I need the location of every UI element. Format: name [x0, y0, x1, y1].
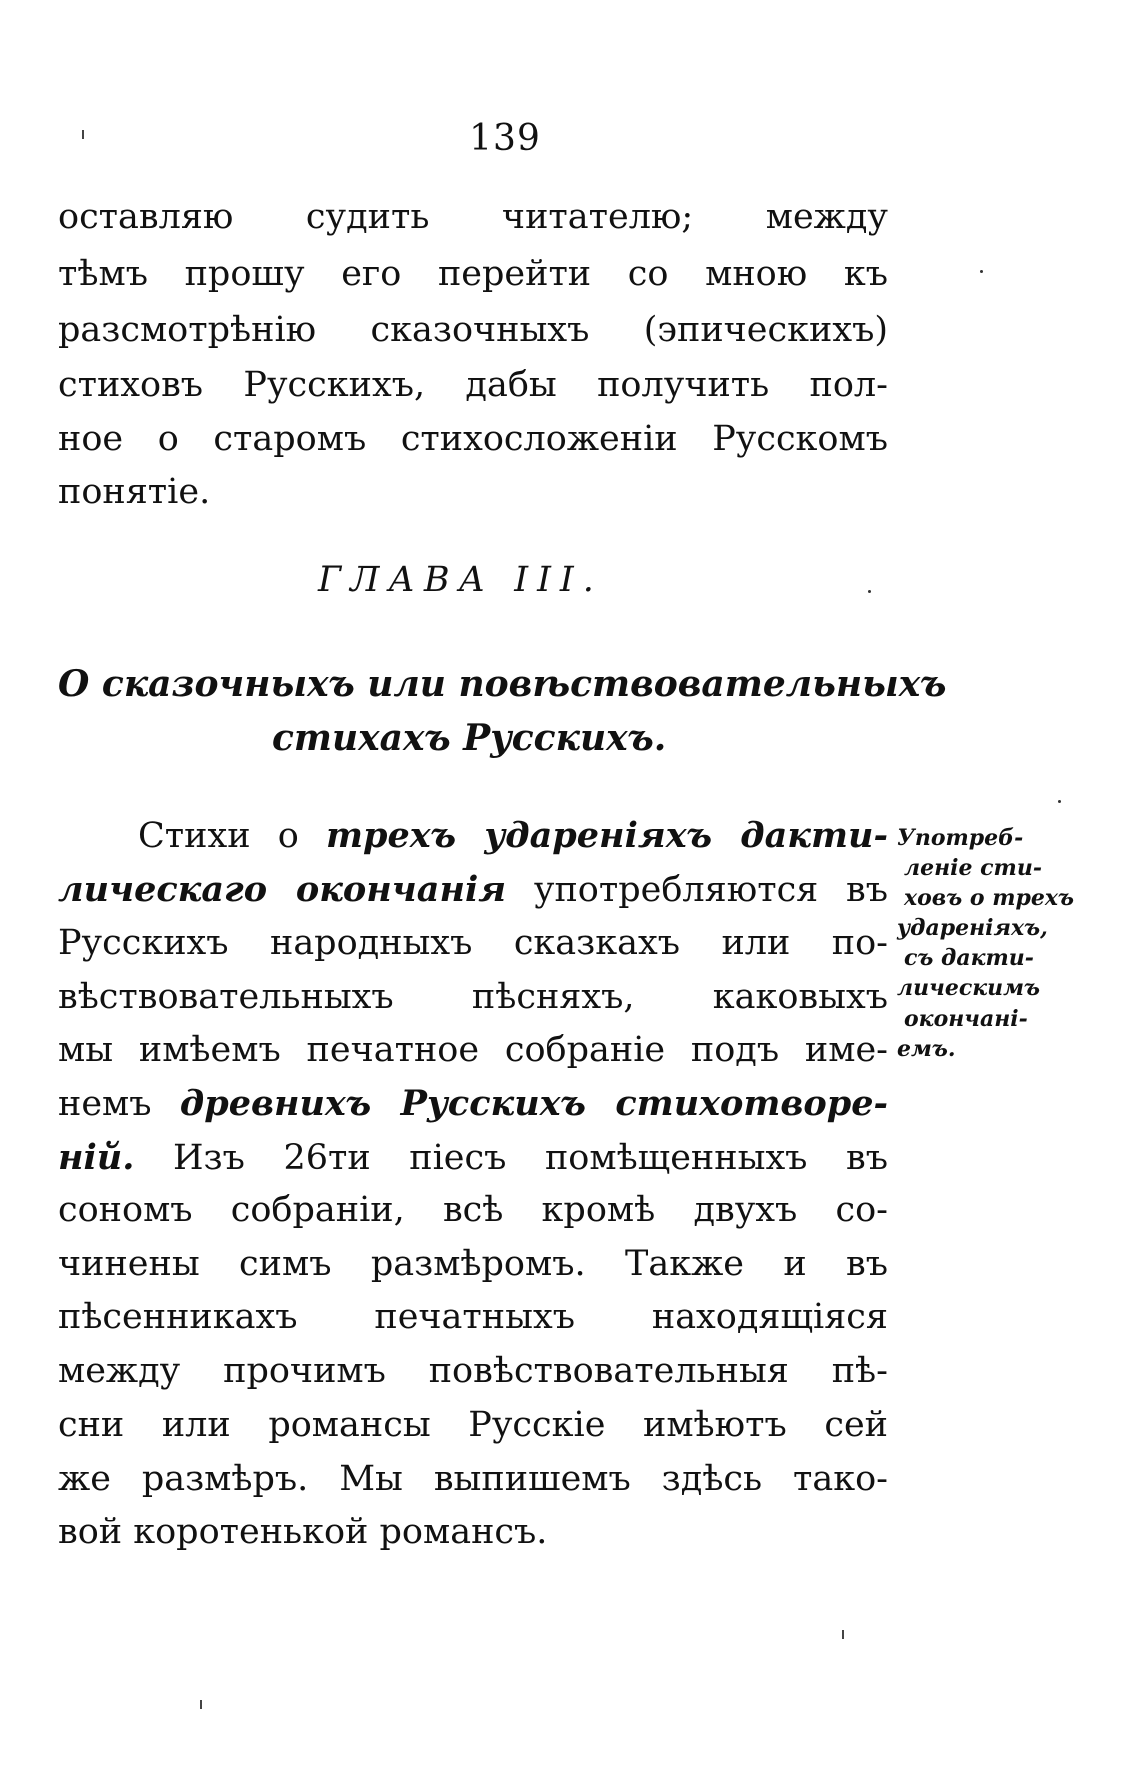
text-line: разсмотрѣнію сказочныхъ (эпическихъ) [58, 310, 888, 350]
margin-note-line: Употреб- [897, 825, 1024, 851]
chapter-heading: ГЛАВА III. [318, 560, 603, 600]
text-line: немъ древнихъ Русскихъ стихотворе- [58, 1083, 888, 1124]
text-line: мы имѣемъ печатное собраніе подъ име- [58, 1030, 888, 1070]
scan-mark [1058, 800, 1061, 803]
text-line: чинены симъ размѣромъ. Также и въ [58, 1244, 888, 1284]
margin-note-line: емъ. [897, 1036, 956, 1062]
chapter-subtitle-line-1: О сказочныхъ или повѣствовательныхъ [58, 663, 947, 705]
scan-mark [980, 270, 983, 273]
page-number: 139 [469, 118, 541, 159]
scan-mark [842, 1630, 844, 1639]
text-line: тѣмъ прошу его перейти со мною къ [58, 254, 888, 294]
margin-note-line: ховъ о трехъ [904, 885, 1074, 911]
chapter-subtitle-line-2: стихахъ Русскихъ. [272, 717, 667, 759]
text-line: понятіе. [58, 472, 211, 512]
scan-mark [200, 1700, 202, 1709]
margin-note-line: лическимъ [897, 975, 1041, 1001]
text-line: стиховъ Русскихъ, дабы получить пол- [58, 365, 888, 405]
text-line: же размѣръ. Мы выпишемъ здѣсь тако- [58, 1459, 888, 1499]
margin-note-line: съ дакти- [904, 945, 1034, 971]
text-line: ній. Изъ 26ти піесъ помѣщенныхъ въ [58, 1137, 888, 1178]
text-line: Стихи о трехъ удареніяхъ дакти- [138, 815, 889, 856]
text-line: лическаго окончанія употребляются въ [58, 869, 888, 910]
scan-mark [868, 590, 871, 593]
text-line: сни или романсы Русскіе имѣютъ сей [58, 1405, 888, 1445]
text-line: вой коротенькой романсъ. [58, 1512, 548, 1552]
margin-note-line: удареніяхъ, [897, 915, 1048, 941]
text-line: сономъ собраніи, всѣ кромѣ двухъ со- [58, 1190, 888, 1230]
text-line: вѣствовательныхъ пѣсняхъ, каковыхъ [58, 977, 888, 1017]
text-line: Русскихъ народныхъ сказкахъ или по- [58, 923, 888, 963]
text-line: пѣсенникахъ печатныхъ находящіяся [58, 1297, 888, 1337]
text-line: между прочимъ повѣствовательныя пѣ- [58, 1351, 888, 1391]
margin-note-line: окончані- [904, 1006, 1028, 1032]
margin-note-line: леніе сти- [904, 855, 1042, 881]
text-line: ное о старомъ стихосложеніи Русскомъ [58, 419, 888, 459]
scan-mark [82, 130, 84, 139]
text-line: оставляю судить читателю; между [58, 197, 888, 237]
